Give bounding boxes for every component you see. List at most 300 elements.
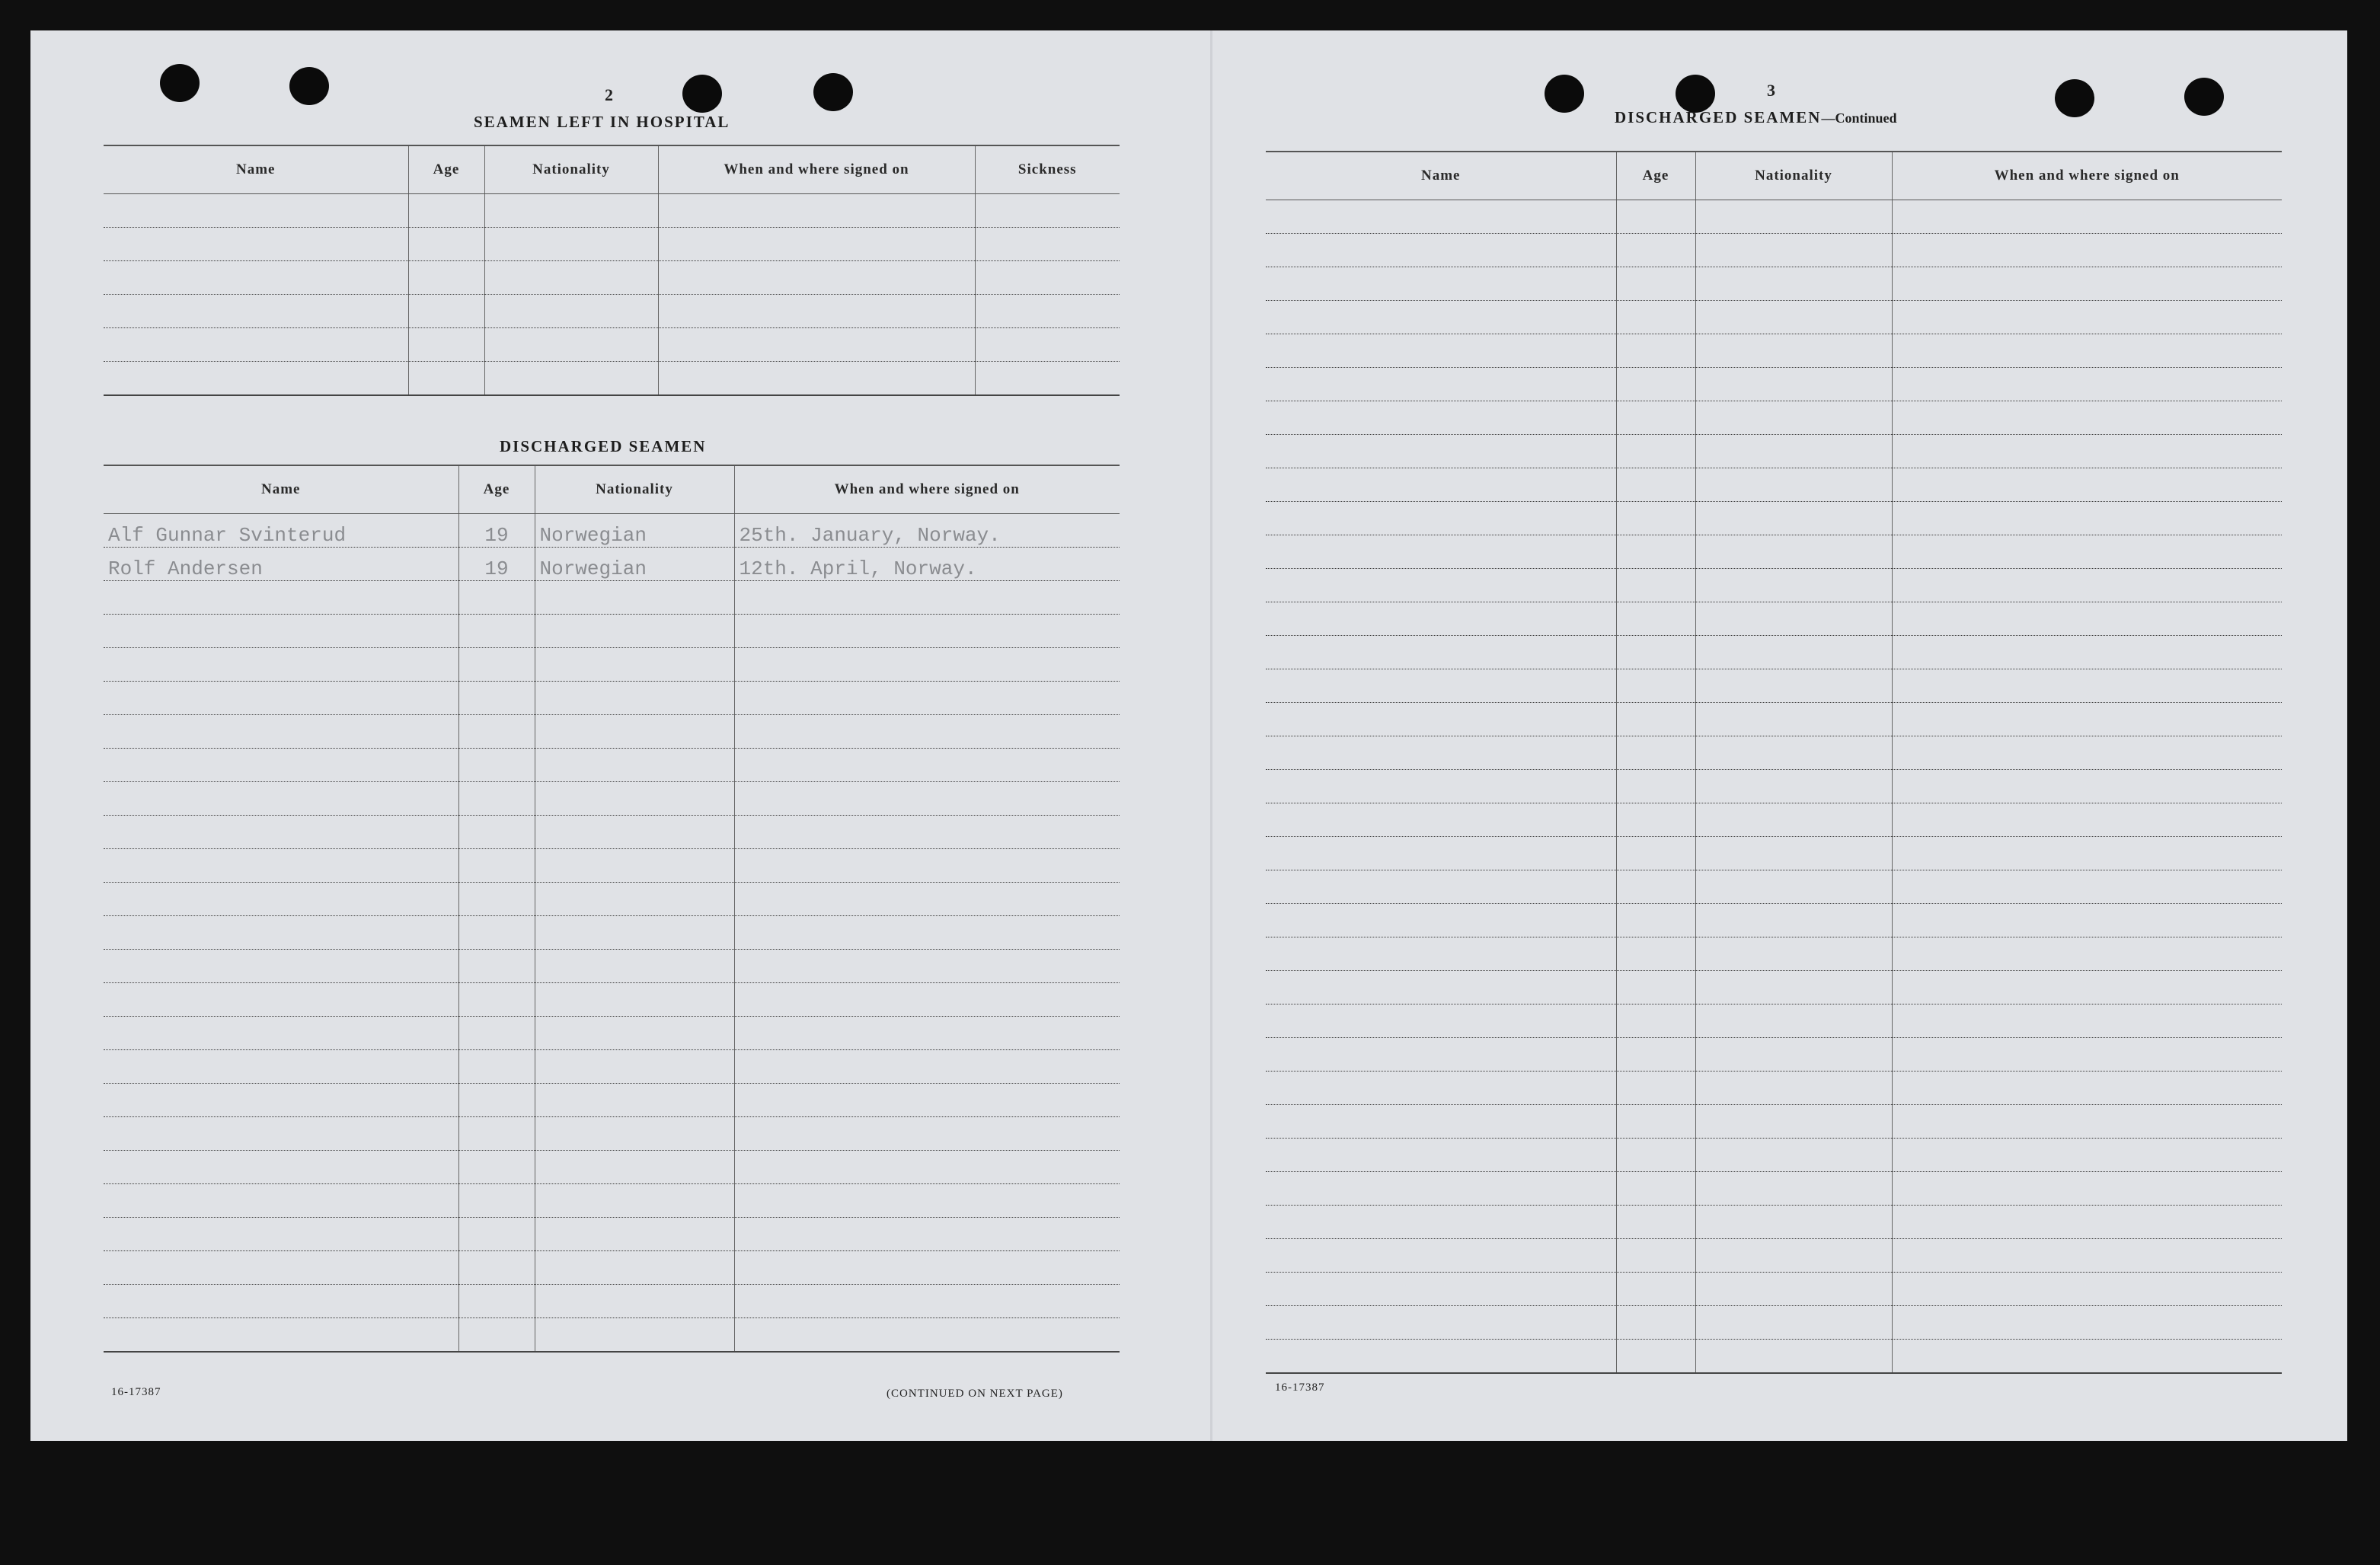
seaman-age: 19 bbox=[458, 548, 535, 581]
blank-cell bbox=[1266, 602, 1616, 636]
seaman-name: Alf Gunnar Svinterud bbox=[104, 514, 458, 548]
blank-row bbox=[104, 1318, 1120, 1353]
blank-cell bbox=[1266, 837, 1616, 870]
blank-row bbox=[1266, 1004, 2282, 1038]
blank-cell bbox=[1266, 1306, 1616, 1340]
blank-cell bbox=[1892, 1072, 2282, 1105]
blank-cell bbox=[734, 1151, 1120, 1184]
blank-cell bbox=[535, 1285, 734, 1318]
blank-cell bbox=[1695, 234, 1892, 267]
blank-cell bbox=[1892, 1206, 2282, 1239]
blank-cell bbox=[1616, 1206, 1695, 1239]
blank-cell bbox=[104, 849, 458, 883]
column-header-signed-on: When and where signed on bbox=[658, 145, 975, 194]
blank-cell bbox=[1892, 1139, 2282, 1172]
blank-cell bbox=[104, 1285, 458, 1318]
blank-row bbox=[104, 816, 1120, 849]
blank-cell bbox=[535, 1151, 734, 1184]
blank-cell bbox=[104, 228, 408, 261]
blank-cell bbox=[734, 682, 1120, 715]
blank-cell bbox=[734, 581, 1120, 615]
document-sheet bbox=[30, 30, 2347, 1441]
blank-cell bbox=[658, 261, 975, 295]
seaman-name: Rolf Andersen bbox=[104, 548, 458, 581]
blank-row bbox=[104, 1117, 1120, 1151]
blank-cell bbox=[458, 648, 535, 682]
blank-cell bbox=[104, 1151, 458, 1184]
table-row bbox=[104, 548, 1120, 581]
blank-cell bbox=[1266, 1038, 1616, 1072]
blank-row bbox=[1266, 636, 2282, 669]
blank-cell bbox=[1616, 1072, 1695, 1105]
blank-cell bbox=[104, 261, 408, 295]
blank-cell bbox=[734, 849, 1120, 883]
blank-cell bbox=[1616, 803, 1695, 837]
blank-cell bbox=[535, 1050, 734, 1084]
blank-row bbox=[1266, 267, 2282, 301]
blank-row bbox=[1266, 1038, 2282, 1072]
blank-cell bbox=[1695, 636, 1892, 669]
blank-cell bbox=[458, 983, 535, 1017]
blank-cell bbox=[1266, 334, 1616, 368]
blank-cell bbox=[535, 1117, 734, 1151]
blank-cell bbox=[1616, 535, 1695, 569]
blank-cell bbox=[1695, 770, 1892, 803]
blank-row bbox=[104, 295, 1120, 328]
blank-row bbox=[104, 228, 1120, 261]
blank-cell bbox=[1695, 267, 1892, 301]
blank-cell bbox=[1695, 334, 1892, 368]
blank-cell bbox=[1266, 435, 1616, 468]
form-number-left: 16-17387 bbox=[111, 1386, 161, 1398]
blank-cell bbox=[1695, 937, 1892, 971]
column-header-nationality: Nationality bbox=[1695, 152, 1892, 200]
blank-cell bbox=[535, 916, 734, 950]
blank-cell bbox=[734, 715, 1120, 749]
blank-cell bbox=[1266, 1105, 1616, 1139]
blank-cell bbox=[535, 1318, 734, 1353]
blank-cell bbox=[1616, 1004, 1695, 1038]
blank-cell bbox=[1616, 904, 1695, 937]
blank-cell bbox=[535, 1184, 734, 1218]
blank-cell bbox=[1266, 1206, 1616, 1239]
column-header-age: Age bbox=[408, 145, 484, 194]
blank-cell bbox=[535, 581, 734, 615]
blank-cell bbox=[1695, 837, 1892, 870]
blank-cell bbox=[104, 983, 458, 1017]
blank-cell bbox=[1892, 669, 2282, 703]
blank-cell bbox=[104, 1050, 458, 1084]
blank-cell bbox=[104, 950, 458, 983]
blank-cell bbox=[975, 362, 1120, 396]
blank-cell bbox=[535, 648, 734, 682]
blank-row bbox=[1266, 803, 2282, 837]
blank-cell bbox=[1266, 502, 1616, 535]
page-number-right: 3 bbox=[1767, 81, 1775, 100]
blank-cell bbox=[458, 1050, 535, 1084]
blank-cell bbox=[458, 1017, 535, 1050]
blank-cell bbox=[408, 328, 484, 362]
blank-row bbox=[104, 715, 1120, 749]
blank-cell bbox=[535, 816, 734, 849]
table-row bbox=[104, 514, 1120, 548]
blank-cell bbox=[1616, 703, 1695, 736]
blank-row bbox=[1266, 870, 2282, 904]
blank-cell bbox=[1266, 971, 1616, 1004]
blank-cell bbox=[104, 1251, 458, 1285]
seaman-age: 19 bbox=[458, 514, 535, 548]
blank-cell bbox=[1266, 468, 1616, 502]
blank-row bbox=[1266, 1206, 2282, 1239]
blank-cell bbox=[458, 615, 535, 648]
blank-cell bbox=[1892, 1004, 2282, 1038]
blank-cell bbox=[1892, 535, 2282, 569]
blank-cell bbox=[1616, 870, 1695, 904]
blank-cell bbox=[1892, 301, 2282, 334]
title-suffix: —Continued bbox=[1821, 110, 1897, 126]
blank-cell bbox=[535, 749, 734, 782]
blank-cell bbox=[484, 261, 658, 295]
blank-cell bbox=[658, 228, 975, 261]
column-header-nationality: Nationality bbox=[484, 145, 658, 194]
blank-cell bbox=[1695, 368, 1892, 401]
blank-cell bbox=[1695, 1340, 1892, 1374]
blank-cell bbox=[1266, 234, 1616, 267]
blank-cell bbox=[535, 782, 734, 816]
blank-cell bbox=[458, 916, 535, 950]
blank-cell bbox=[1266, 803, 1616, 837]
blank-cell bbox=[458, 1218, 535, 1251]
blank-cell bbox=[975, 228, 1120, 261]
blank-row bbox=[1266, 1273, 2282, 1306]
blank-cell bbox=[1266, 200, 1616, 234]
blank-cell bbox=[458, 682, 535, 715]
blank-row bbox=[1266, 1340, 2282, 1374]
blank-cell bbox=[535, 950, 734, 983]
blank-cell bbox=[1695, 468, 1892, 502]
blank-row bbox=[104, 682, 1120, 715]
blank-cell bbox=[535, 1084, 734, 1117]
discharged-section-title: DISCHARGED SEAMEN bbox=[500, 437, 707, 455]
blank-cell bbox=[1616, 301, 1695, 334]
blank-row bbox=[104, 648, 1120, 682]
blank-cell bbox=[734, 1084, 1120, 1117]
blank-cell bbox=[1695, 736, 1892, 770]
blank-cell bbox=[104, 682, 458, 715]
blank-cell bbox=[1892, 736, 2282, 770]
blank-cell bbox=[1266, 569, 1616, 602]
blank-row bbox=[1266, 1239, 2282, 1273]
column-header-signed-on: When and where signed on bbox=[734, 465, 1120, 514]
blank-cell bbox=[1892, 267, 2282, 301]
seaman-signed-on: 25th. January, Norway. bbox=[734, 514, 1120, 548]
blank-cell bbox=[1266, 1172, 1616, 1206]
blank-cell bbox=[1266, 1273, 1616, 1306]
blank-cell bbox=[1695, 435, 1892, 468]
blank-cell bbox=[1266, 1072, 1616, 1105]
blank-cell bbox=[1616, 569, 1695, 602]
blank-cell bbox=[1892, 1273, 2282, 1306]
blank-cell bbox=[535, 1017, 734, 1050]
title-text: DISCHARGED SEAMEN bbox=[1615, 108, 1822, 126]
blank-cell bbox=[1266, 1340, 1616, 1374]
blank-cell bbox=[1266, 1139, 1616, 1172]
blank-cell bbox=[734, 816, 1120, 849]
blank-cell bbox=[104, 1084, 458, 1117]
blank-cell bbox=[734, 648, 1120, 682]
punch-hole bbox=[289, 67, 329, 105]
blank-cell bbox=[408, 295, 484, 328]
blank-cell bbox=[734, 749, 1120, 782]
blank-cell bbox=[1266, 267, 1616, 301]
blank-cell bbox=[104, 1117, 458, 1151]
blank-cell bbox=[975, 194, 1120, 228]
blank-cell bbox=[1892, 703, 2282, 736]
blank-cell bbox=[1695, 535, 1892, 569]
blank-cell bbox=[1266, 636, 1616, 669]
blank-cell bbox=[1892, 602, 2282, 636]
blank-cell bbox=[408, 261, 484, 295]
blank-cell bbox=[1892, 904, 2282, 937]
blank-row bbox=[1266, 468, 2282, 502]
blank-cell bbox=[458, 1084, 535, 1117]
column-header-nationality: Nationality bbox=[535, 465, 734, 514]
blank-cell bbox=[535, 883, 734, 916]
blank-row bbox=[1266, 1306, 2282, 1340]
blank-cell bbox=[484, 362, 658, 396]
blank-cell bbox=[104, 883, 458, 916]
blank-cell bbox=[734, 1318, 1120, 1353]
blank-cell bbox=[1616, 368, 1695, 401]
blank-cell bbox=[1695, 971, 1892, 1004]
discharged-seamen-table bbox=[104, 465, 1120, 1353]
punch-hole bbox=[2184, 78, 2224, 116]
blank-row bbox=[104, 1285, 1120, 1318]
blank-cell bbox=[975, 328, 1120, 362]
blank-cell bbox=[1616, 770, 1695, 803]
blank-cell bbox=[535, 1251, 734, 1285]
blank-cell bbox=[1266, 904, 1616, 937]
seaman-nationality: Norwegian bbox=[535, 514, 734, 548]
blank-cell bbox=[1695, 602, 1892, 636]
blank-cell bbox=[1695, 1172, 1892, 1206]
blank-row bbox=[1266, 1172, 2282, 1206]
punch-hole bbox=[813, 73, 853, 111]
blank-row bbox=[1266, 1072, 2282, 1105]
blank-cell bbox=[734, 615, 1120, 648]
blank-cell bbox=[1892, 200, 2282, 234]
blank-cell bbox=[535, 849, 734, 883]
blank-cell bbox=[1892, 1340, 2282, 1374]
blank-row bbox=[1266, 602, 2282, 636]
blank-cell bbox=[1695, 904, 1892, 937]
blank-row bbox=[104, 916, 1120, 950]
blank-row bbox=[104, 328, 1120, 362]
blank-cell bbox=[458, 1151, 535, 1184]
blank-cell bbox=[1892, 770, 2282, 803]
blank-cell bbox=[408, 194, 484, 228]
blank-cell bbox=[1616, 602, 1695, 636]
blank-cell bbox=[104, 916, 458, 950]
blank-row bbox=[1266, 971, 2282, 1004]
blank-row bbox=[104, 782, 1120, 816]
blank-cell bbox=[1892, 870, 2282, 904]
blank-cell bbox=[1892, 468, 2282, 502]
blank-cell bbox=[1266, 1239, 1616, 1273]
blank-cell bbox=[458, 883, 535, 916]
blank-cell bbox=[1695, 502, 1892, 535]
column-header-name: Name bbox=[1266, 152, 1616, 200]
blank-cell bbox=[1266, 870, 1616, 904]
blank-cell bbox=[484, 328, 658, 362]
blank-row bbox=[104, 194, 1120, 228]
blank-cell bbox=[104, 581, 458, 615]
blank-cell bbox=[1616, 1105, 1695, 1139]
blank-cell bbox=[458, 1318, 535, 1353]
blank-cell bbox=[1892, 1239, 2282, 1273]
blank-cell bbox=[734, 983, 1120, 1017]
blank-row bbox=[104, 1017, 1120, 1050]
blank-row bbox=[1266, 435, 2282, 468]
blank-cell bbox=[104, 816, 458, 849]
column-header-age: Age bbox=[1616, 152, 1695, 200]
blank-row bbox=[1266, 502, 2282, 535]
blank-row bbox=[104, 950, 1120, 983]
column-header-age: Age bbox=[458, 465, 535, 514]
blank-cell bbox=[734, 1117, 1120, 1151]
blank-cell bbox=[408, 362, 484, 396]
continued-note: (CONTINUED ON NEXT PAGE) bbox=[887, 1388, 1063, 1400]
blank-cell bbox=[1892, 435, 2282, 468]
punch-hole bbox=[1545, 75, 1584, 113]
blank-cell bbox=[1616, 200, 1695, 234]
blank-cell bbox=[1695, 1139, 1892, 1172]
blank-cell bbox=[975, 295, 1120, 328]
blank-cell bbox=[104, 1017, 458, 1050]
blank-cell bbox=[658, 328, 975, 362]
punch-hole bbox=[1676, 75, 1715, 113]
blank-cell bbox=[1892, 1306, 2282, 1340]
blank-cell bbox=[1616, 267, 1695, 301]
blank-cell bbox=[1892, 1172, 2282, 1206]
blank-cell bbox=[658, 194, 975, 228]
blank-row bbox=[1266, 301, 2282, 334]
blank-cell bbox=[484, 295, 658, 328]
blank-cell bbox=[458, 1117, 535, 1151]
blank-row bbox=[104, 1251, 1120, 1285]
page-number-left: 2 bbox=[605, 85, 613, 104]
blank-row bbox=[104, 1050, 1120, 1084]
blank-row bbox=[1266, 401, 2282, 435]
blank-cell bbox=[1616, 1038, 1695, 1072]
blank-cell bbox=[104, 1218, 458, 1251]
blank-cell bbox=[1695, 669, 1892, 703]
blank-row bbox=[104, 1084, 1120, 1117]
blank-cell bbox=[1616, 669, 1695, 703]
center-fold bbox=[1210, 30, 1212, 1441]
blank-row bbox=[104, 849, 1120, 883]
blank-cell bbox=[458, 849, 535, 883]
blank-row bbox=[1266, 669, 2282, 703]
blank-cell bbox=[484, 194, 658, 228]
blank-cell bbox=[1695, 1206, 1892, 1239]
blank-cell bbox=[1695, 301, 1892, 334]
blank-cell bbox=[1616, 468, 1695, 502]
blank-cell bbox=[104, 1318, 458, 1353]
blank-cell bbox=[104, 615, 458, 648]
blank-cell bbox=[104, 749, 458, 782]
blank-row bbox=[104, 1151, 1120, 1184]
blank-row bbox=[1266, 368, 2282, 401]
blank-cell bbox=[1616, 1273, 1695, 1306]
blank-cell bbox=[1616, 1139, 1695, 1172]
blank-cell bbox=[1695, 1004, 1892, 1038]
blank-row bbox=[1266, 837, 2282, 870]
blank-cell bbox=[1695, 200, 1892, 234]
blank-cell bbox=[104, 648, 458, 682]
blank-cell bbox=[458, 1184, 535, 1218]
blank-row bbox=[104, 581, 1120, 615]
column-header-name: Name bbox=[104, 145, 408, 194]
blank-row bbox=[1266, 1139, 2282, 1172]
blank-cell bbox=[1892, 401, 2282, 435]
form-number-right: 16-17387 bbox=[1275, 1381, 1325, 1394]
blank-cell bbox=[104, 328, 408, 362]
blank-cell bbox=[1616, 1340, 1695, 1374]
blank-cell bbox=[1892, 636, 2282, 669]
blank-cell bbox=[1892, 334, 2282, 368]
blank-cell bbox=[1892, 1105, 2282, 1139]
column-header-signed-on: When and where signed on bbox=[1892, 152, 2282, 200]
blank-cell bbox=[1616, 234, 1695, 267]
blank-row bbox=[1266, 736, 2282, 770]
blank-cell bbox=[1695, 803, 1892, 837]
blank-cell bbox=[1616, 435, 1695, 468]
blank-row bbox=[104, 1218, 1120, 1251]
blank-cell bbox=[734, 1251, 1120, 1285]
blank-row bbox=[104, 615, 1120, 648]
blank-cell bbox=[458, 581, 535, 615]
blank-cell bbox=[1695, 1306, 1892, 1340]
hospital-section-title: SEAMEN LEFT IN HOSPITAL bbox=[474, 113, 730, 131]
blank-row bbox=[104, 983, 1120, 1017]
blank-row bbox=[1266, 200, 2282, 234]
blank-cell bbox=[658, 295, 975, 328]
blank-cell bbox=[1616, 636, 1695, 669]
punch-hole bbox=[2055, 79, 2094, 117]
blank-cell bbox=[1616, 502, 1695, 535]
blank-cell bbox=[1616, 1172, 1695, 1206]
blank-row bbox=[1266, 937, 2282, 971]
blank-cell bbox=[1892, 1038, 2282, 1072]
blank-cell bbox=[458, 715, 535, 749]
blank-cell bbox=[1695, 703, 1892, 736]
column-header-sickness: Sickness bbox=[975, 145, 1120, 194]
blank-cell bbox=[1266, 669, 1616, 703]
blank-cell bbox=[1892, 971, 2282, 1004]
blank-cell bbox=[1616, 1239, 1695, 1273]
blank-cell bbox=[458, 816, 535, 849]
blank-cell bbox=[458, 782, 535, 816]
blank-cell bbox=[1892, 368, 2282, 401]
seaman-nationality: Norwegian bbox=[535, 548, 734, 581]
blank-cell bbox=[104, 295, 408, 328]
blank-row bbox=[1266, 770, 2282, 803]
blank-cell bbox=[484, 228, 658, 261]
blank-row bbox=[104, 1184, 1120, 1218]
seaman-signed-on: 12th. April, Norway. bbox=[734, 548, 1120, 581]
blank-cell bbox=[734, 1050, 1120, 1084]
